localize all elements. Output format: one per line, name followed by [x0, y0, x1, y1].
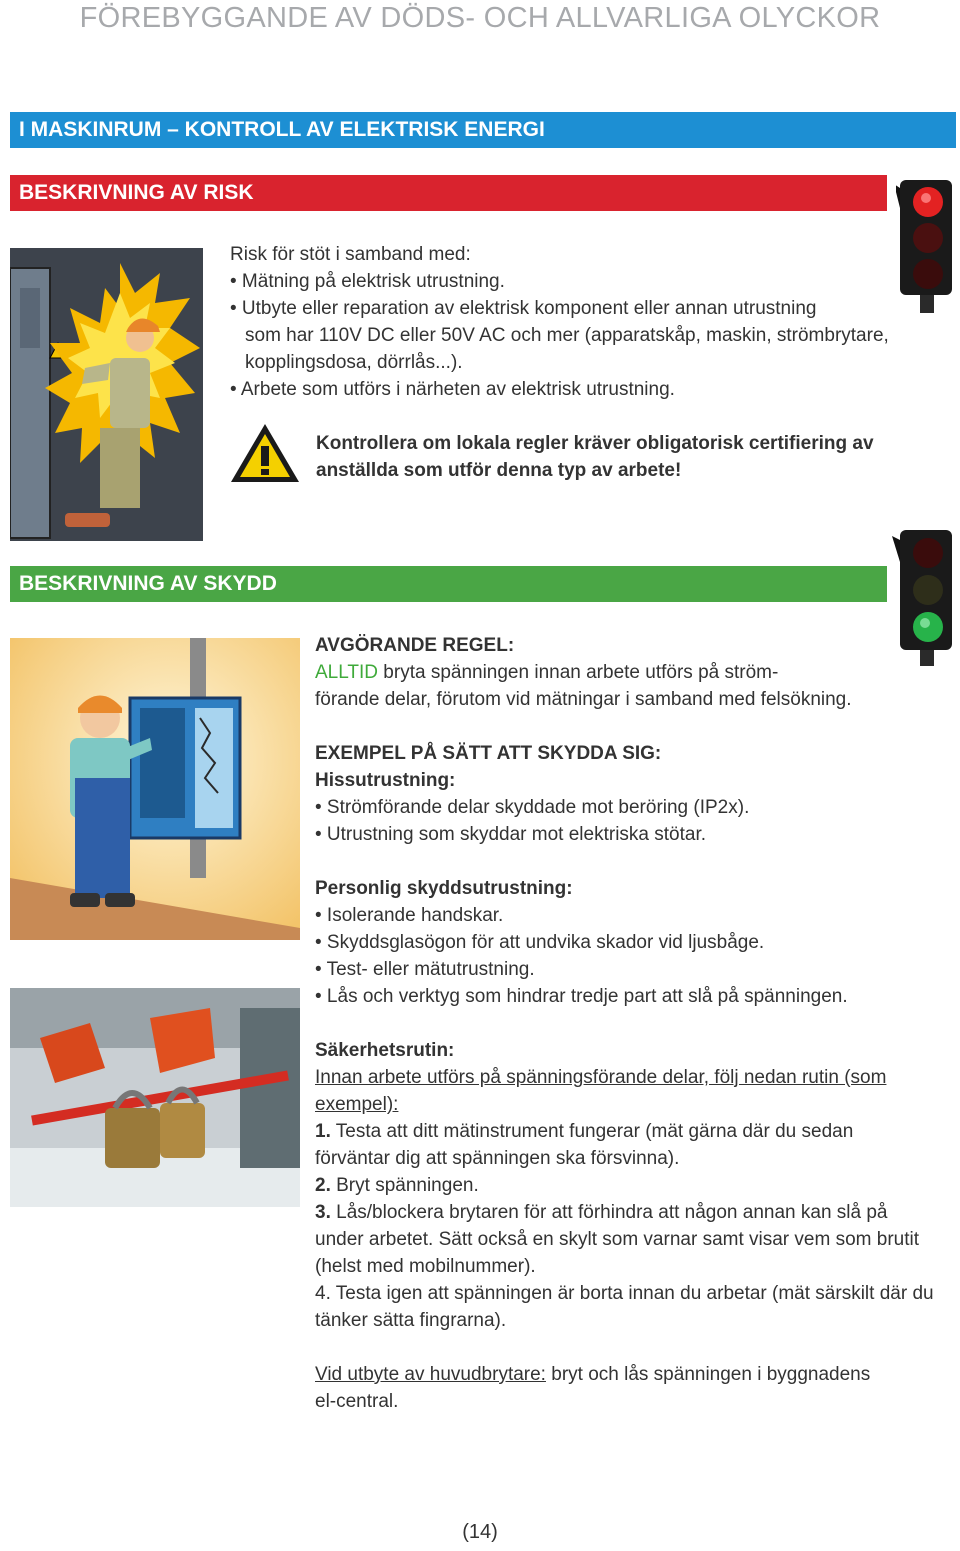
traffic-light-green-icon — [892, 528, 956, 666]
warning-line-1: Kontrollera om lokala regler kräver obligatorisk certifiering av — [316, 433, 874, 454]
risk-intro: Risk för stöt i samband med: — [230, 244, 471, 265]
page-number: (14) — [462, 1521, 498, 1543]
safety-intro-2: exempel): — [315, 1094, 399, 1115]
protection-heading: BESKRIVNING AV SKYDD — [10, 566, 887, 602]
main-switch-text: bryt och lås spänningen i byggnadens — [545, 1364, 871, 1385]
ppe-item-1: • Isolerande handskar. — [315, 905, 504, 926]
worker-at-panel-illustration — [10, 638, 300, 940]
main-switch-label: Vid utbyte av huvudbrytare: — [315, 1364, 546, 1385]
section-title: I MASKINRUM – KONTROLL AV ELEKTRISK ENERGI — [10, 112, 956, 148]
risk-bullet-2: • Utbyte eller reparation av elektrisk komponent eller annan utrustning — [230, 298, 817, 319]
step-1-text: Testa att ditt mätinstrument fungerar (mät gärna där du sedan — [330, 1121, 854, 1142]
ppe-item-2: • Skyddsglasögon för att undvika skador vid ljusbåge. — [315, 932, 765, 953]
main-switch-cont: el-central. — [315, 1391, 399, 1412]
lift-item-1: • Strömförande delar skyddade mot beröring (IP2x). — [315, 797, 750, 818]
step-4-cont: tänker sätta fingrarna). — [315, 1310, 507, 1331]
step-1-cont: förväntar dig att spänningen ska försvinna). — [315, 1148, 680, 1169]
examples-title: EXEMPEL PÅ SÄTT ATT SKYDDA SIG: — [315, 743, 662, 764]
safety-title: Säkerhetsrutin: — [315, 1040, 455, 1061]
step-2-text: Bryt spänningen. — [330, 1175, 479, 1196]
step-1 — [315, 1121, 853, 1143]
step-3-cont: under arbetet. Sätt också en skylt som varnar samt visar vem som brutit — [315, 1229, 920, 1250]
page-header: FÖREBYGGANDE AV DÖDS- OCH ALLVARLIGA OLYCKOR — [79, 2, 881, 34]
main-switch-line — [315, 1364, 870, 1386]
electric-shock-illustration — [10, 248, 203, 541]
risk-bullet-1: • Mätning på elektrisk utrustning. — [230, 271, 505, 292]
step-2-number: 2. — [315, 1175, 331, 1196]
step-3-cont2: (helst med mobilnummer). — [315, 1256, 536, 1277]
lift-title: Hissutrustning: — [315, 770, 456, 791]
step-3-number: 3. — [315, 1202, 331, 1223]
rule-line-1 — [315, 662, 778, 684]
risk-bullet-2-cont2: kopplingsdosa, dörrlås...). — [245, 352, 463, 373]
rule-line-1-text: bryta spänningen innan arbete utförs på ström- — [378, 662, 779, 683]
risk-heading: BESKRIVNING AV RISK — [10, 175, 887, 211]
traffic-light-red-icon — [896, 178, 956, 313]
warning-triangle-icon — [229, 422, 301, 484]
step-3-text: Lås/blockera brytaren för att förhindra att någon annan kan slå på — [330, 1202, 888, 1223]
safety-intro-1: Innan arbete utförs på spänningsförande delar, följ nedan rutin (som — [315, 1067, 887, 1088]
step-4: 4. Testa igen att spänningen är borta innan du arbetar (mät särskilt där du — [315, 1283, 934, 1304]
ppe-item-4: • Lås och verktyg som hindrar tredje part att slå på spänningen. — [315, 986, 848, 1007]
rule-line-2: förande delar, förutom vid mätningar i samband med felsökning. — [315, 689, 852, 710]
ppe-title: Personlig skyddsutrustning: — [315, 878, 573, 899]
risk-bullet-3: • Arbete som utförs i närheten av elektrisk utrustning. — [230, 379, 675, 400]
step-2 — [315, 1175, 479, 1197]
risk-bullet-2-cont: som har 110V DC eller 50V AC och mer (apparatskåp, maskin, strömbrytare, — [245, 325, 889, 346]
warning-line-2: anställda som utför denna typ av arbete! — [316, 460, 682, 481]
lift-item-2: • Utrustning som skyddar mot elektriska stötar. — [315, 824, 707, 845]
step-3 — [315, 1202, 888, 1224]
step-1-number: 1. — [315, 1121, 331, 1142]
lockout-padlock-photo — [10, 988, 300, 1207]
ppe-item-3: • Test- eller mätutrustning. — [315, 959, 535, 980]
rule-keyword: ALLTID — [315, 662, 379, 683]
rule-title: AVGÖRANDE REGEL: — [315, 635, 515, 656]
